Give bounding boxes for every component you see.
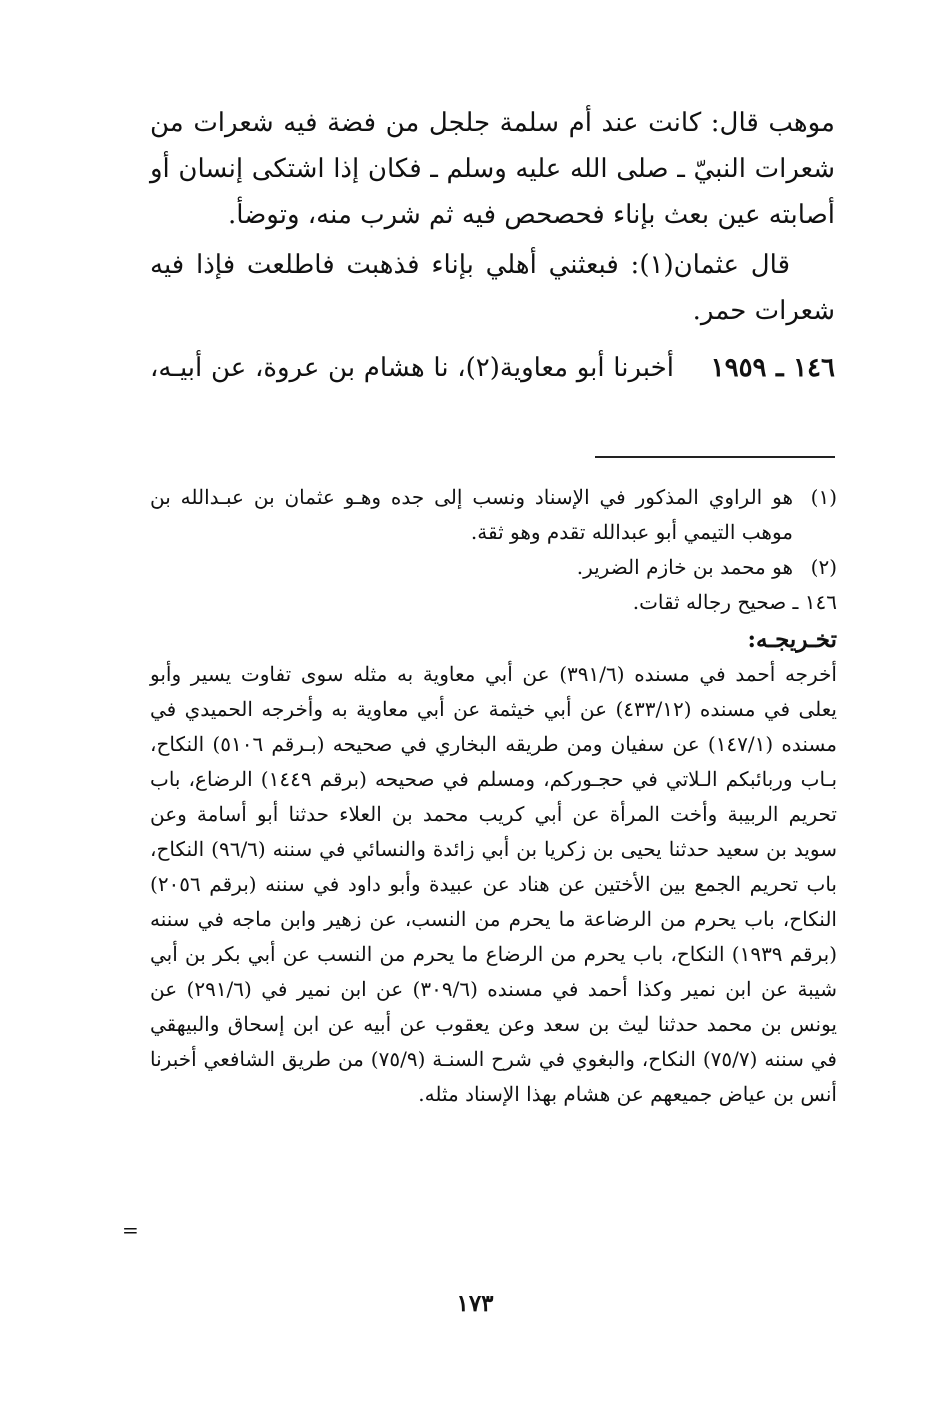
grade-line: ١٤٦ ـ صحيح رجاله ثقات.: [632, 590, 837, 614]
footnote-2: [150, 550, 837, 585]
hadith-heading-line: [150, 345, 835, 391]
footnotes-block: [150, 480, 837, 1112]
hadith-number: ١٤٦ ـ ١٩٥٩: [710, 353, 835, 383]
continuation-mark: =: [122, 1218, 139, 1242]
footnote-1: [150, 480, 837, 550]
takhrij-text: أخرجه أحمد في مسنده (٣٩١/٦) عن أبي معاوية به مثله سوى تفاوت يسير وأبو يعلى في مسنده (٤٣٣/١٢) عن أبي خيثمة عن أبي معاوية به وأخرجه الحميدي في مسنده (١٤٧/١) عن سفيان ومن طريقه البخاري في صحيحه (بـرقم ٥١٠٦) النكاح، بـاب وربائبكم الـلاتي في حجـوركم، ومسلم في صحيحه (برقم ١٤٤٩) الرضاع، باب تحريم الربيبة وأخت المرأة عن أبي كريب محمد بن العلاء حدثنا أبو أسامة وعن سويد بن سعيد حدثنا يحيى بن زكريا بن أبي زائدة والنسائي في سننه (٩٦/٦) النكاح، باب تحريم الجمع بين الأختين عن هناد عن عبيدة وأبو داود في سننه (برقم ٢٠٥٦) النكاح، باب يحرم من الرضاعة ما يحرم من النسب، عن زهير وابن ماجه في سننه (برقم ١٩٣٩) النكاح، باب يحرم من الرضاع ما يحرم من النسب عن أبي بكر بن أبي شيبة عن ابن نمير وكذا أحمد في مسنده (٣٠٩/٦) عن ابن نمير في (٢٩١/٦) عن يونس بن محمد حدثنا ليث بن سعد وعن يعقوب عن أبيه عن ابن إسحاق والبيهقي في سننه (٧٥/٧) النكاح، والبغوي في شرح السنـة (٧٥/٩) من طريق الشافعي أخبرنا أنس بن عياض جميعهم عن هشام بهذا الإسناد مثله.: [150, 662, 838, 1106]
main-text-block: [150, 100, 835, 334]
footnote-1-marker: (١): [810, 485, 837, 509]
footnote-2-marker: (٢): [810, 555, 837, 579]
hadith-isnad-text: أخبرنا أبو معاوية(٢)، نا هشام بن عروة، عن أبيـه،: [150, 353, 674, 383]
page-number: ١٧٣: [456, 1290, 494, 1317]
footnote-2-text: هو محمد بن خازم الضرير.: [576, 555, 793, 579]
uthman-paragraph: قال عثمان(١): فبعثني أهلي بإناء فذهبت فاطلعت فإذا فيه شعرات حمر.: [150, 250, 835, 326]
narration-paragraph: موهب قال: كانت عند أم سلمة جلجل من فضة فيه شعرات من شعرات النبيّ ـ صلى الله عليه وسلم ـ فكان إذا اشتكى إنسان أو أصابته عين بعث بإناء فحصحص فيه ثم شرب منه، وتوضأ.: [150, 108, 835, 230]
footnote-1-text: هو الراوي المذكور في الإسناد ونسب إلى جده وهـو عثمان بن عبـدالله بن موهب التيمي أبو عبدالله تقدم وهو ثقة.: [150, 485, 793, 544]
takhrij-heading: تخـريجـه:: [747, 626, 837, 653]
footnote-separator-rule: [595, 456, 835, 458]
